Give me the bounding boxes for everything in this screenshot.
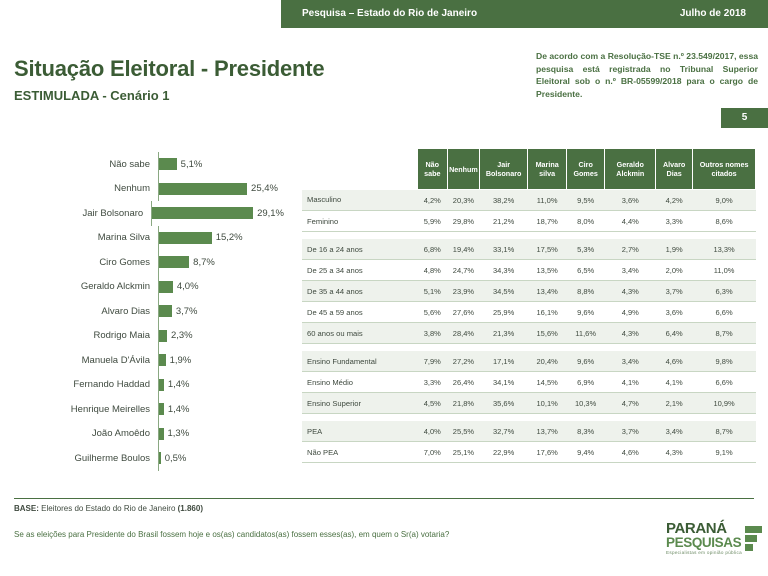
bar: [159, 379, 164, 391]
table-row: [302, 281, 756, 302]
crosstab-cell: 3,6%: [605, 190, 656, 211]
bar-label: Rodrigo Maia: [93, 330, 150, 342]
crosstab-cell: 4,7%: [605, 393, 656, 414]
crosstab-cell: 5,6%: [417, 302, 448, 323]
crosstab-cell: 8,3%: [566, 421, 605, 442]
bar-label: Alvaro Dias: [101, 305, 150, 317]
crosstab-row-header: De 25 a 34 anos: [302, 260, 417, 281]
bar-row: [14, 446, 284, 471]
bar-row: [14, 275, 284, 300]
bar-value: 0,5%: [164, 452, 187, 464]
crosstab-cell: 4,4%: [605, 211, 656, 232]
crosstab-body: [302, 190, 756, 463]
crosstab-cell: 3,3%: [417, 372, 448, 393]
crosstab-cell: 4,5%: [417, 393, 448, 414]
bar-track: [158, 397, 284, 422]
bar-value: 3,7%: [175, 305, 198, 317]
crosstab-cell: 32,7%: [479, 421, 528, 442]
table-row: [302, 239, 756, 260]
crosstab-col-header: Ciro Gomes: [566, 149, 605, 190]
crosstab-row-header: Ensino Superior: [302, 393, 417, 414]
survey-question: Se as eleições para Presidente do Brasil fossem hoje e os(as) candidatos(as) fossem esses(as), em quem o Sr(a) votaria?: [14, 530, 450, 539]
crosstab-cell: 20,3%: [448, 190, 480, 211]
crosstab-cell: 14,5%: [528, 372, 566, 393]
crosstab-cell: 9,6%: [566, 351, 605, 372]
table-row: [302, 421, 756, 442]
crosstab-cell: 4,6%: [605, 442, 656, 463]
crosstab-cell: 22,9%: [479, 442, 528, 463]
crosstab-cell: 26,4%: [448, 372, 480, 393]
bar-row: [14, 177, 284, 202]
crosstab-cell: 8,7%: [693, 421, 756, 442]
base-label: BASE:: [14, 504, 39, 513]
table-row: [302, 372, 756, 393]
crosstab-row-header: De 35 a 44 anos: [302, 281, 417, 302]
crosstab-col-header: Geraldo Alckmin: [605, 149, 656, 190]
crosstab-cell: 3,3%: [656, 211, 693, 232]
bar-value: 15,2%: [215, 232, 243, 244]
bar: [159, 452, 161, 464]
crosstab-cell: 4,3%: [605, 281, 656, 302]
crosstab-cell: 21,2%: [479, 211, 528, 232]
bar-track: [158, 348, 284, 373]
crosstab-group-spacer: [302, 344, 756, 352]
crosstab-cell: 4,2%: [656, 190, 693, 211]
crosstab-cell: 24,7%: [448, 260, 480, 281]
crosstab-cell: 4,3%: [656, 442, 693, 463]
bar-label: Geraldo Alckmin: [80, 281, 150, 293]
crosstab-table: [302, 148, 756, 463]
crosstab-cell: 5,9%: [417, 211, 448, 232]
bar-track: [158, 226, 284, 251]
bar-track: [158, 373, 284, 398]
crosstab-cell: 9,1%: [693, 442, 756, 463]
crosstab-cell: 3,7%: [656, 281, 693, 302]
crosstab-row-header: 60 anos ou mais: [302, 323, 417, 344]
logo-tagline: Especialistas em opinião pública: [666, 550, 742, 555]
crosstab-cell: 6,8%: [417, 239, 448, 260]
bar-row: [14, 422, 284, 447]
crosstab-cell: 6,3%: [693, 281, 756, 302]
crosstab-cell: 28,4%: [448, 323, 480, 344]
crosstab-cell: 13,3%: [693, 239, 756, 260]
crosstab-row-header: PEA: [302, 421, 417, 442]
bar-row: [14, 226, 284, 251]
crosstab-cell: 11,0%: [693, 260, 756, 281]
crosstab-cell: 1,9%: [656, 239, 693, 260]
base-text: Eleitores do Estado do Rio de Janeiro: [38, 504, 178, 513]
bar-row: [14, 250, 284, 275]
table-row: [302, 302, 756, 323]
bar-track: [158, 324, 284, 349]
bar-row: [14, 348, 284, 373]
crosstab-cell: 6,4%: [656, 323, 693, 344]
crosstab-cell: 9,0%: [693, 190, 756, 211]
table-row: [302, 260, 756, 281]
bar-row: [14, 299, 284, 324]
bar-label: Henrique Meirelles: [70, 403, 150, 415]
table-row: [302, 190, 756, 211]
crosstab-cell: 9,8%: [693, 351, 756, 372]
bar-row: [14, 397, 284, 422]
bar: [159, 256, 189, 268]
base-note: [14, 498, 754, 513]
crosstab-cell: 8,0%: [566, 211, 605, 232]
crosstab-group-spacer: [302, 414, 756, 422]
crosstab-header-row: [302, 149, 756, 190]
crosstab-cell: 35,6%: [479, 393, 528, 414]
crosstab-cell: 25,1%: [448, 442, 480, 463]
bar-track: [158, 177, 284, 202]
crosstab-cell: 10,9%: [693, 393, 756, 414]
crosstab-cell: 9,5%: [566, 190, 605, 211]
spacer-cell: [302, 232, 756, 240]
bar-chart: [14, 152, 284, 471]
crosstab-cell: 4,2%: [417, 190, 448, 211]
bar-track: [158, 152, 284, 177]
crosstab-cell: 9,6%: [566, 302, 605, 323]
header-date: Julho de 2018: [679, 8, 746, 19]
bar-value: 25,4%: [251, 183, 278, 195]
bar: [159, 158, 177, 170]
page-number: 5: [721, 108, 768, 128]
crosstab-cell: 27,2%: [448, 351, 480, 372]
crosstab-row-header: Não PEA: [302, 442, 417, 463]
crosstab-cell: 20,4%: [528, 351, 566, 372]
bar-value: 8,7%: [193, 256, 215, 268]
table-row: [302, 442, 756, 463]
bar-label: Jair Bolsonaro: [82, 207, 144, 219]
bar: [159, 354, 166, 366]
table-row: [302, 351, 756, 372]
bar-track: [158, 250, 284, 275]
crosstab-cell: 29,8%: [448, 211, 480, 232]
bar-track: [151, 201, 284, 226]
bar-row: [14, 324, 284, 349]
crosstab-cell: 4,1%: [605, 372, 656, 393]
crosstab-cell: 27,6%: [448, 302, 480, 323]
crosstab-cell: 6,5%: [566, 260, 605, 281]
bar: [159, 428, 164, 440]
bar: [159, 281, 173, 293]
crosstab-col-header: Não sabe: [417, 149, 448, 190]
crosstab-cell: 11,6%: [566, 323, 605, 344]
bar-label: Fernando Haddad: [73, 379, 150, 391]
bar-value: 29,1%: [257, 207, 284, 219]
bar-track: [158, 446, 284, 471]
table-row: [302, 211, 756, 232]
crosstab-cell: 8,7%: [693, 323, 756, 344]
bar-row: [14, 201, 284, 226]
crosstab-col-header: Outros nomes citados: [693, 149, 756, 190]
bar-value: 5,1%: [180, 158, 203, 170]
crosstab-cell: 13,4%: [528, 281, 566, 302]
crosstab-cell: 3,4%: [605, 351, 656, 372]
table-row: [302, 323, 756, 344]
crosstab-cell: 8,8%: [566, 281, 605, 302]
crosstab-cell: 4,9%: [605, 302, 656, 323]
crosstab-cell: 13,5%: [528, 260, 566, 281]
crosstab-col-header: Marina silva: [528, 149, 566, 190]
bar: [159, 183, 247, 195]
crosstab-cell: 34,1%: [479, 372, 528, 393]
crosstab-cell: 2,1%: [656, 393, 693, 414]
crosstab-cell: 16,1%: [528, 302, 566, 323]
bar-label: Manuela D'Ávila: [81, 354, 150, 366]
bar-label: Marina Silva: [97, 232, 150, 244]
crosstab-cell: 17,1%: [479, 351, 528, 372]
bar-label: Ciro Gomes: [99, 256, 150, 268]
bar-value: 1,3%: [167, 428, 190, 440]
crosstab-cell: 11,0%: [528, 190, 566, 211]
crosstab-cell: 13,7%: [528, 421, 566, 442]
crosstab-corner: [302, 149, 417, 190]
crosstab-cell: 5,1%: [417, 281, 448, 302]
bar-value: 1,4%: [167, 403, 190, 415]
bar-value: 2,3%: [170, 330, 193, 342]
crosstab-cell: 3,4%: [656, 421, 693, 442]
crosstab-cell: 38,2%: [479, 190, 528, 211]
crosstab-cell: 21,8%: [448, 393, 480, 414]
crosstab-cell: 7,0%: [417, 442, 448, 463]
crosstab-cell: 4,3%: [605, 323, 656, 344]
crosstab-row-header: De 45 a 59 anos: [302, 302, 417, 323]
crosstab-cell: 34,3%: [479, 260, 528, 281]
bar-track: [158, 422, 284, 447]
crosstab-cell: 3,7%: [605, 421, 656, 442]
crosstab-cell: 9,4%: [566, 442, 605, 463]
header-survey-title: Pesquisa – Estado do Rio de Janeiro: [302, 8, 478, 19]
crosstab-col-header: Nenhum: [448, 149, 480, 190]
crosstab-row-header: Masculino: [302, 190, 417, 211]
crosstab: [302, 148, 756, 463]
crosstab-col-header: Jair Bolsonaro: [479, 149, 528, 190]
bar-value: 4,0%: [176, 281, 199, 293]
bar: [152, 207, 253, 219]
crosstab-row-header: Ensino Médio: [302, 372, 417, 393]
crosstab-cell: 2,0%: [656, 260, 693, 281]
bar-track: [158, 299, 284, 324]
bar-row: [14, 152, 284, 177]
bar-label: Nenhum: [114, 183, 150, 195]
crosstab-cell: 4,1%: [656, 372, 693, 393]
page-title: Situação Eleitoral - Presidente: [14, 56, 325, 81]
crosstab-cell: 23,9%: [448, 281, 480, 302]
crosstab-cell: 17,5%: [528, 239, 566, 260]
spacer-cell: [302, 344, 756, 352]
bar-label: João Amoêdo: [91, 428, 150, 440]
crosstab-row-header: Feminino: [302, 211, 417, 232]
crosstab-cell: 7,9%: [417, 351, 448, 372]
bar: [159, 403, 164, 415]
bar: [159, 330, 167, 342]
crosstab-cell: 6,9%: [566, 372, 605, 393]
bar-row: [14, 373, 284, 398]
logo-line2: PESQUISAS: [666, 535, 742, 550]
bar-value: 1,9%: [169, 354, 192, 366]
bar-label: Guilherme Boulos: [74, 452, 150, 464]
crosstab-row-header: Ensino Fundamental: [302, 351, 417, 372]
crosstab-head: [302, 149, 756, 190]
crosstab-cell: 18,7%: [528, 211, 566, 232]
crosstab-cell: 2,7%: [605, 239, 656, 260]
crosstab-cell: 33,1%: [479, 239, 528, 260]
crosstab-cell: 4,8%: [417, 260, 448, 281]
bar: [159, 232, 212, 244]
crosstab-group-spacer: [302, 232, 756, 240]
crosstab-cell: 10,1%: [528, 393, 566, 414]
crosstab-cell: 25,9%: [479, 302, 528, 323]
crosstab-cell: 19,4%: [448, 239, 480, 260]
crosstab-cell: 6,6%: [693, 372, 756, 393]
crosstab-cell: 5,3%: [566, 239, 605, 260]
base-value: (1.860): [177, 504, 203, 513]
crosstab-cell: 6,6%: [693, 302, 756, 323]
bar: [159, 305, 172, 317]
bar-value: 1,4%: [167, 379, 190, 391]
crosstab-cell: 3,4%: [605, 260, 656, 281]
parana-pesquisas-logo: [666, 522, 762, 562]
crosstab-row-header: De 16 a 24 anos: [302, 239, 417, 260]
crosstab-cell: 3,6%: [656, 302, 693, 323]
crosstab-cell: 10,3%: [566, 393, 605, 414]
crosstab-cell: 17,6%: [528, 442, 566, 463]
legal-disclaimer: De acordo com a Resolução-TSE n.º 23.549/2017, essa pesquisa está registrada no Tribunal Superior Eleitoral sob o n.º BR-05599/2018 para o cargo de Presidente.: [536, 51, 758, 99]
page-subtitle: ESTIMULADA - Cenário 1: [14, 88, 170, 103]
header-bar: [281, 0, 768, 28]
crosstab-cell: 4,6%: [656, 351, 693, 372]
crosstab-cell: 4,0%: [417, 421, 448, 442]
logo-mark-icon: [745, 526, 762, 552]
crosstab-cell: 3,8%: [417, 323, 448, 344]
crosstab-cell: 8,6%: [693, 211, 756, 232]
spacer-cell: [302, 414, 756, 422]
crosstab-cell: 34,5%: [479, 281, 528, 302]
logo-line1: PARANÁ: [666, 520, 727, 537]
crosstab-cell: 21,3%: [479, 323, 528, 344]
page-title-block: [14, 56, 324, 103]
crosstab-cell: 25,5%: [448, 421, 480, 442]
table-row: [302, 393, 756, 414]
bar-track: [158, 275, 284, 300]
crosstab-col-header: Alvaro Dias: [656, 149, 693, 190]
crosstab-cell: 15,6%: [528, 323, 566, 344]
bar-label: Não sabe: [109, 158, 150, 170]
